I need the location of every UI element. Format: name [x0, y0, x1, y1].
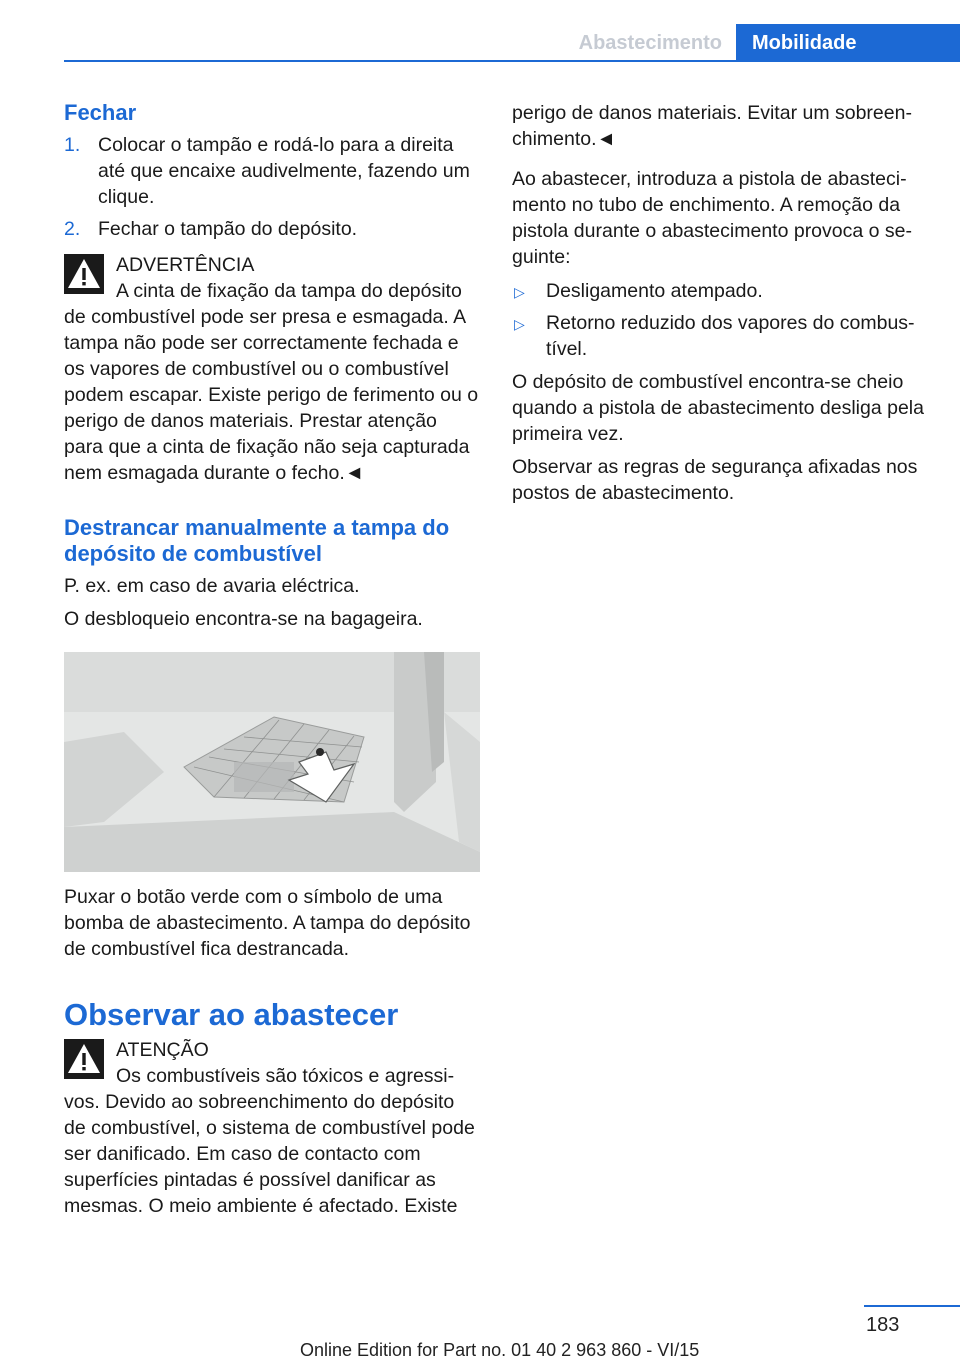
step-text: Fechar o tampão do depósito. — [98, 218, 358, 240]
heading-observar: Observar ao abastecer — [64, 997, 399, 1032]
list-item — [64, 216, 480, 242]
paragraph: perigo de danos materiais. Evitar um sobreenchimento.◄ — [512, 102, 912, 150]
fechar-steps — [64, 132, 480, 242]
paragraph: O depósito de combustível encontra-se cheio quando a pistola de abastecimento desliga pela primeira vez. — [512, 371, 924, 445]
edition-note: Online Edition for Part no. 01 40 2 963 860 - VI/15 — [300, 1340, 700, 1360]
paragraph: Ao abastecer, introduza a pistola de abastecimento no tubo de enchimento. A remoção da pistola durante o abastecimento provoca o seguinte: — [512, 168, 912, 268]
step-text: Colocar o tampão e rodá-lo para a direita até que encaixe audivelmente, fazendo um clique. — [98, 134, 470, 208]
warning-title: ADVERTÊNCIA — [116, 254, 255, 276]
caution-box — [64, 1037, 480, 1219]
section-tab-abastecimento[interactable]: Abastecimento — [578, 32, 722, 54]
footer-rule — [864, 1305, 960, 1307]
warning-box — [64, 252, 480, 486]
right-column — [512, 100, 928, 513]
trunk-release-illustration — [64, 652, 480, 872]
page-number: 183 — [866, 1314, 900, 1336]
paragraph: Observar as regras de segurança afixadas nos postos de abastecimento. — [512, 456, 918, 504]
paragraph: O desbloqueio encontra-se na bagageira. — [64, 608, 423, 630]
caution-text: Os combustíveis são tóxicos e agressivos. Devido ao sobreenchimento do depósito de combustível, o sistema de combustível pode ser danificado. Em caso de contacto com superfícies pintadas é possível danificar as mesmas. O meio ambiente é afectado. Existe — [64, 1065, 475, 1217]
left-column — [64, 100, 480, 1226]
caution-title: ATENÇÃO — [116, 1039, 209, 1061]
step-number: 1. — [64, 134, 81, 156]
heading-fechar: Fechar — [64, 100, 137, 125]
bullet-list — [512, 278, 928, 362]
triangle-bullet-icon: ▷ — [514, 316, 525, 332]
figure-caption: Puxar o botão verde com o símbolo de uma bomba de abastecimento. A tampa do depósito de combustível fica destrancada. — [64, 886, 471, 960]
bullet-text: Retorno reduzido dos vapores do combustível. — [546, 312, 915, 360]
list-item — [512, 310, 928, 362]
page-header — [0, 0, 960, 62]
paragraph: P. ex. em caso de avaria eléctrica. — [64, 575, 360, 597]
warning-triangle-icon — [64, 1039, 104, 1079]
step-number: 2. — [64, 218, 81, 240]
header-rule — [64, 60, 960, 62]
list-item — [64, 132, 480, 210]
warning-text: A cinta de fixação da tampa do depósito de combustível pode ser presa e esmagada. A tampa não pode ser correctamente fechada e os vapores de combustível ou o combustível podem escapar. Existe perigo de ferimento ou o perigo de danos materiais. Prestar atenção para que a cinta de fixação não seja capturada nem esmagada durante o fecho.◄ — [64, 280, 479, 484]
list-item — [512, 278, 928, 304]
heading-destrancar: Destrancar manualmente a tampa do depósito de combustível — [64, 515, 450, 566]
triangle-bullet-icon: ▷ — [514, 284, 525, 300]
bullet-text: Desligamento atempado. — [546, 280, 763, 302]
warning-triangle-icon — [64, 254, 104, 294]
trunk-illustration-svg — [64, 652, 480, 872]
section-tab-mobilidade[interactable]: Mobilidade — [736, 24, 960, 60]
